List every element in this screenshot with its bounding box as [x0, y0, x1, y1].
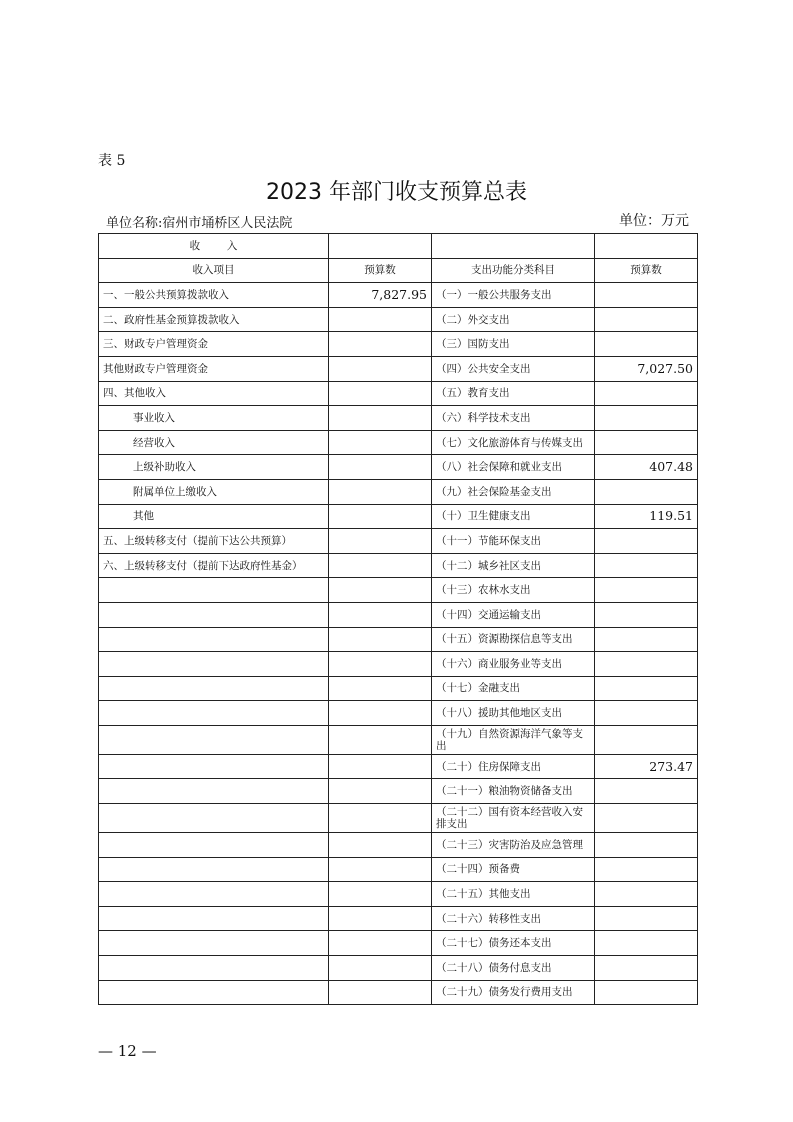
expense-amount-cell: [595, 725, 698, 754]
expense-amount-cell: [595, 553, 698, 578]
income-item-cell: 一、一般公共预算拨款收入: [99, 283, 329, 308]
income-amount-cell: [329, 504, 432, 529]
table-row: [99, 307, 698, 332]
table-row: [99, 779, 698, 804]
column-header-row: [99, 258, 698, 283]
expense-amount-cell: [595, 676, 698, 701]
expense-amount-cell: [595, 332, 698, 357]
income-item-cell: [99, 882, 329, 907]
expense-item-cell: （二）外交支出: [432, 307, 595, 332]
income-item-cell: [99, 676, 329, 701]
table-row: [99, 701, 698, 726]
expense-amount-cell: [595, 779, 698, 804]
table-row: [99, 381, 698, 406]
income-amount-cell: [329, 553, 432, 578]
expense-item-cell: （十六）商业服务业等支出: [432, 652, 595, 677]
income-item-cell: [99, 725, 329, 754]
income-amount-cell: [329, 833, 432, 858]
income-amount-cell: [329, 356, 432, 381]
expense-item-cell: （一）一般公共服务支出: [432, 283, 595, 308]
expense-item-header: 支出功能分类科目: [432, 258, 595, 283]
expense-amount-cell: [595, 833, 698, 858]
expense-item-cell: （十七）金融支出: [432, 676, 595, 701]
expense-item-cell: （二十三）灾害防治及应急管理: [432, 833, 595, 858]
income-budget-header: 预算数: [329, 258, 432, 283]
table-row: [99, 283, 698, 308]
income-amount-cell: [329, 956, 432, 981]
income-amount-cell: 7,827.95: [329, 283, 432, 308]
table-row: [99, 602, 698, 627]
expense-item-cell: （二十九）债务发行费用支出: [432, 980, 595, 1005]
table-row: [99, 906, 698, 931]
expense-amount-cell: [595, 980, 698, 1005]
income-item-cell: [99, 578, 329, 603]
expense-item-cell: （六）科学技术支出: [432, 406, 595, 431]
page-title: 2023 年部门收支预算总表: [266, 180, 527, 205]
table-row: [99, 956, 698, 981]
income-item-cell: [99, 804, 329, 833]
income-item-cell: [99, 754, 329, 779]
expense-amount-cell: [595, 529, 698, 554]
expense-amount-cell: [595, 627, 698, 652]
income-amount-cell: [329, 602, 432, 627]
table-row: [99, 980, 698, 1005]
income-item-cell: 六、上级转移支付（提前下达政府性基金）: [99, 553, 329, 578]
income-item-cell: [99, 980, 329, 1005]
expense-budget-header: 预算数: [595, 258, 698, 283]
table-row: [99, 578, 698, 603]
income-amount-cell: [329, 652, 432, 677]
blank-cell: [329, 234, 432, 259]
income-amount-cell: [329, 332, 432, 357]
expense-amount-cell: 7,027.50: [595, 356, 698, 381]
table-row: [99, 529, 698, 554]
table-row: [99, 455, 698, 480]
income-item-cell: [99, 701, 329, 726]
table-row: [99, 356, 698, 381]
income-item-cell: [99, 833, 329, 858]
income-amount-cell: [329, 754, 432, 779]
expense-item-cell: （二十）住房保障支出: [432, 754, 595, 779]
income-amount-cell: [329, 931, 432, 956]
expense-item-cell: （四）公共安全支出: [432, 356, 595, 381]
expense-item-cell: （八）社会保障和就业支出: [432, 455, 595, 480]
income-item-cell: 三、财政专户管理资金: [99, 332, 329, 357]
expense-item-cell: （二十八）债务付息支出: [432, 956, 595, 981]
income-item-cell: [99, 779, 329, 804]
expense-item-cell: （二十四）预备费: [432, 857, 595, 882]
expense-item-cell: （十）卫生健康支出: [432, 504, 595, 529]
income-amount-cell: [329, 882, 432, 907]
expense-amount-cell: [595, 857, 698, 882]
income-amount-cell: [329, 381, 432, 406]
income-amount-cell: [329, 430, 432, 455]
expense-item-cell: （二十二）国有资本经营收入安排支出: [432, 804, 595, 833]
table-row: [99, 725, 698, 754]
table-label: 表 5: [98, 153, 126, 169]
unit-name: 单位名称:宿州市埇桥区人民法院: [106, 216, 293, 231]
expense-item-cell: （七）文化旅游体育与传媒支出: [432, 430, 595, 455]
table-row: [99, 833, 698, 858]
income-amount-cell: [329, 406, 432, 431]
income-item-cell: 附属单位上缴收入: [99, 479, 329, 504]
expense-item-cell: （二十七）债务还本支出: [432, 931, 595, 956]
income-amount-cell: [329, 906, 432, 931]
expense-item-cell: （十八）援助其他地区支出: [432, 701, 595, 726]
expense-amount-cell: [595, 578, 698, 603]
income-amount-cell: [329, 627, 432, 652]
blank-cell: [595, 234, 698, 259]
table-row: [99, 652, 698, 677]
currency-unit: 单位：万元: [619, 213, 689, 229]
table-row: [99, 332, 698, 357]
table-row: [99, 504, 698, 529]
expense-item-cell: （十四）交通运输支出: [432, 602, 595, 627]
expense-amount-cell: [595, 804, 698, 833]
expense-amount-cell: 119.51: [595, 504, 698, 529]
income-amount-cell: [329, 578, 432, 603]
expense-amount-cell: 407.48: [595, 455, 698, 480]
expense-amount-cell: [595, 283, 698, 308]
income-amount-cell: [329, 701, 432, 726]
income-amount-cell: [329, 980, 432, 1005]
income-item-cell: [99, 906, 329, 931]
income-item-cell: [99, 857, 329, 882]
expense-item-cell: （十一）节能环保支出: [432, 529, 595, 554]
income-group-header: 收 入: [99, 234, 329, 259]
income-amount-cell: [329, 725, 432, 754]
table-row: [99, 553, 698, 578]
income-item-cell: 五、上级转移支付（提前下达公共预算）: [99, 529, 329, 554]
expense-amount-cell: [595, 430, 698, 455]
income-amount-cell: [329, 529, 432, 554]
budget-table: [98, 233, 698, 1005]
income-item-cell: [99, 652, 329, 677]
table-row: [99, 406, 698, 431]
income-item-cell: 二、政府性基金预算拨款收入: [99, 307, 329, 332]
income-item-cell: 其他: [99, 504, 329, 529]
table-row: [99, 754, 698, 779]
expense-item-cell: （十九）自然资源海洋气象等支出: [432, 725, 595, 754]
income-item-cell: [99, 956, 329, 981]
expense-item-cell: （十五）资源勘探信息等支出: [432, 627, 595, 652]
page-number: — 12 —: [98, 1042, 157, 1060]
table-row: [99, 931, 698, 956]
income-item-cell: [99, 931, 329, 956]
expense-amount-cell: [595, 931, 698, 956]
expense-item-cell: （十二）城乡社区支出: [432, 553, 595, 578]
income-amount-cell: [329, 455, 432, 480]
expense-amount-cell: [595, 882, 698, 907]
income-amount-cell: [329, 779, 432, 804]
income-amount-cell: [329, 307, 432, 332]
table-row: [99, 882, 698, 907]
income-amount-cell: [329, 676, 432, 701]
income-item-cell: 上级补助收入: [99, 455, 329, 480]
expense-item-cell: （五）教育支出: [432, 381, 595, 406]
income-item-cell: 事业收入: [99, 406, 329, 431]
table-row: [99, 676, 698, 701]
expense-item-cell: （十三）农林水支出: [432, 578, 595, 603]
expense-item-cell: （三）国防支出: [432, 332, 595, 357]
expense-item-cell: （二十一）粮油物资储备支出: [432, 779, 595, 804]
income-item-cell: 经营收入: [99, 430, 329, 455]
income-item-cell: [99, 602, 329, 627]
table-row: [99, 430, 698, 455]
expense-amount-cell: [595, 701, 698, 726]
income-item-cell: [99, 627, 329, 652]
expense-amount-cell: [595, 906, 698, 931]
expense-item-cell: （二十五）其他支出: [432, 882, 595, 907]
income-item-cell: 其他财政专户管理资金: [99, 356, 329, 381]
blank-cell: [432, 234, 595, 259]
group-header-row: [99, 234, 698, 259]
expense-amount-cell: [595, 381, 698, 406]
table-row: [99, 627, 698, 652]
expense-amount-cell: [595, 406, 698, 431]
income-amount-cell: [329, 479, 432, 504]
income-item-cell: 四、其他收入: [99, 381, 329, 406]
table-row: [99, 857, 698, 882]
expense-item-cell: （九）社会保险基金支出: [432, 479, 595, 504]
expense-amount-cell: [595, 307, 698, 332]
income-amount-cell: [329, 804, 432, 833]
table-row: [99, 804, 698, 833]
expense-amount-cell: [595, 652, 698, 677]
income-amount-cell: [329, 857, 432, 882]
table-row: [99, 479, 698, 504]
expense-amount-cell: 273.47: [595, 754, 698, 779]
expense-item-cell: （二十六）转移性支出: [432, 906, 595, 931]
income-item-header: 收入项目: [99, 258, 329, 283]
expense-amount-cell: [595, 602, 698, 627]
expense-amount-cell: [595, 956, 698, 981]
expense-amount-cell: [595, 479, 698, 504]
